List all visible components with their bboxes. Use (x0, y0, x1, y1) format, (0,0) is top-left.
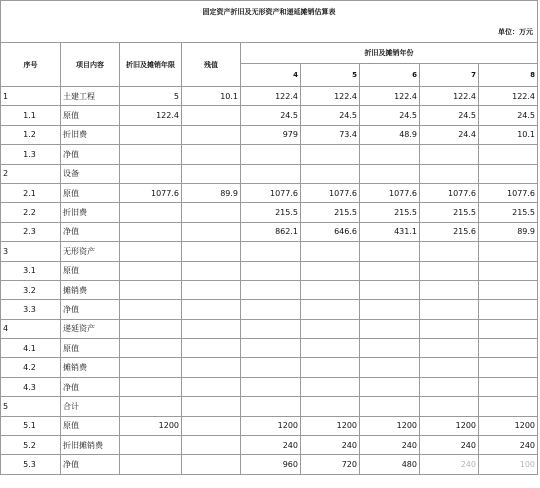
header-period: 5 (301, 64, 360, 87)
cell-period-value: 646.6 (301, 222, 360, 241)
header-period: 7 (420, 64, 479, 87)
cell-period-value (360, 300, 420, 319)
cell-item: 原值 (61, 183, 120, 202)
cell-period-value: 1200 (479, 416, 538, 435)
header-period: 4 (241, 64, 301, 87)
cell-item: 合计 (61, 397, 120, 416)
cell-period-value: 240 (360, 436, 420, 455)
cell-residual (182, 436, 241, 455)
cell-years (120, 455, 182, 474)
cell-period-value: 1200 (360, 416, 420, 435)
cell-period-value (301, 319, 360, 338)
cell-period-value: 48.9 (360, 125, 420, 144)
cell-period-value (479, 377, 538, 396)
cell-period-value: 215.6 (420, 222, 479, 241)
cell-period-value (301, 339, 360, 358)
cell-residual (182, 242, 241, 261)
cell-period-value: 1077.6 (479, 183, 538, 202)
cell-period-value (301, 280, 360, 299)
cell-period-value (420, 397, 479, 416)
cell-period-value (241, 358, 301, 377)
cell-years: 1200 (120, 416, 182, 435)
cell-period-value (420, 377, 479, 396)
cell-period-value (360, 145, 420, 164)
cell-period-value (479, 164, 538, 183)
table-row (1, 261, 538, 280)
table-row (1, 300, 538, 319)
table-row (1, 203, 538, 222)
cell-seq: 5 (1, 397, 61, 416)
cell-seq: 2.2 (1, 203, 61, 222)
header-period-group: 折旧及摊销年份 (241, 43, 538, 64)
unit-label-row (0, 22, 538, 42)
cell-item: 递延资产 (61, 319, 120, 338)
cell-period-value (479, 358, 538, 377)
table-row (1, 416, 538, 435)
cell-period-value (301, 242, 360, 261)
cell-period-value: 862.1 (241, 222, 301, 241)
cell-period-value (479, 261, 538, 280)
cell-seq: 1.1 (1, 106, 61, 125)
cell-seq: 3.2 (1, 280, 61, 299)
table-row (1, 145, 538, 164)
cell-years (120, 339, 182, 358)
cell-period-value (360, 319, 420, 338)
cell-years (120, 222, 182, 241)
cell-years (120, 397, 182, 416)
cell-residual (182, 145, 241, 164)
cell-item: 土建工程 (61, 87, 120, 106)
cell-period-value: 122.4 (420, 87, 479, 106)
header-residual: 残值 (182, 43, 241, 87)
cell-period-value (241, 280, 301, 299)
cell-period-value: 24.5 (420, 106, 479, 125)
cell-period-value (360, 164, 420, 183)
cell-period-value (301, 377, 360, 396)
cell-period-value: 24.5 (360, 106, 420, 125)
cell-period-value (241, 300, 301, 319)
cell-period-value: 215.5 (360, 203, 420, 222)
cell-period-value: 240 (241, 436, 301, 455)
cell-years (120, 358, 182, 377)
cell-period-value: 122.4 (301, 87, 360, 106)
table-row (1, 319, 538, 338)
cell-period-value (360, 261, 420, 280)
cell-item: 净值 (61, 455, 120, 474)
cell-seq: 4.3 (1, 377, 61, 396)
cell-item: 净值 (61, 145, 120, 164)
depreciation-table (0, 42, 538, 475)
table-row (1, 222, 538, 241)
cell-period-value (301, 145, 360, 164)
cell-residual (182, 358, 241, 377)
cell-period-value (241, 339, 301, 358)
cell-item: 折旧费 (61, 203, 120, 222)
cell-seq: 3.1 (1, 261, 61, 280)
cell-period-value (479, 300, 538, 319)
header-period: 6 (360, 64, 420, 87)
cell-residual: 10.1 (182, 87, 241, 106)
cell-period-value (420, 358, 479, 377)
table-row (1, 87, 538, 106)
cell-item: 折旧费 (61, 125, 120, 144)
table-row (1, 377, 538, 396)
cell-period-value: 1077.6 (420, 183, 479, 202)
cell-seq: 4.1 (1, 339, 61, 358)
cell-residual (182, 300, 241, 319)
cell-residual (182, 416, 241, 435)
cell-years: 1077.6 (120, 183, 182, 202)
cell-period-value: 1077.6 (241, 183, 301, 202)
cell-period-value: 122.4 (479, 87, 538, 106)
cell-period-value: 215.5 (301, 203, 360, 222)
cell-period-value: 240 (420, 455, 479, 474)
cell-period-value: 720 (301, 455, 360, 474)
cell-period-value (479, 280, 538, 299)
cell-seq: 5.2 (1, 436, 61, 455)
cell-period-value (360, 280, 420, 299)
cell-seq: 1.3 (1, 145, 61, 164)
cell-seq: 2 (1, 164, 61, 183)
cell-item: 摊销费 (61, 358, 120, 377)
cell-period-value (241, 164, 301, 183)
cell-period-value: 24.5 (479, 106, 538, 125)
cell-period-value (360, 377, 420, 396)
cell-period-value (479, 339, 538, 358)
cell-item: 原值 (61, 261, 120, 280)
cell-period-value: 215.5 (241, 203, 301, 222)
cell-period-value: 24.5 (301, 106, 360, 125)
header-item: 项目内容 (61, 43, 120, 87)
table-row (1, 397, 538, 416)
cell-period-value: 215.5 (420, 203, 479, 222)
cell-item: 净值 (61, 300, 120, 319)
cell-period-value (360, 339, 420, 358)
header-row-1 (1, 43, 538, 64)
cell-item: 原值 (61, 106, 120, 125)
cell-residual (182, 319, 241, 338)
cell-period-value: 215.5 (479, 203, 538, 222)
table-body (1, 87, 538, 475)
cell-period-value (360, 358, 420, 377)
cell-years (120, 319, 182, 338)
cell-period-value: 1077.6 (360, 183, 420, 202)
cell-period-value: 122.4 (360, 87, 420, 106)
cell-period-value (420, 145, 479, 164)
cell-period-value (479, 242, 538, 261)
table-row (1, 339, 538, 358)
cell-period-value: 122.4 (241, 87, 301, 106)
cell-period-value: 1077.6 (301, 183, 360, 202)
cell-seq: 2.3 (1, 222, 61, 241)
cell-period-value (420, 280, 479, 299)
cell-period-value (479, 145, 538, 164)
cell-residual (182, 339, 241, 358)
table-row (1, 242, 538, 261)
cell-period-value: 1200 (420, 416, 479, 435)
cell-item: 原值 (61, 416, 120, 435)
cell-period-value (360, 242, 420, 261)
cell-period-value: 100 (479, 455, 538, 474)
table-row (1, 455, 538, 474)
cell-seq: 3 (1, 242, 61, 261)
cell-residual (182, 106, 241, 125)
cell-period-value: 240 (479, 436, 538, 455)
cell-seq: 4 (1, 319, 61, 338)
cell-period-value: 240 (420, 436, 479, 455)
cell-seq: 4.2 (1, 358, 61, 377)
cell-residual (182, 377, 241, 396)
cell-seq: 2.1 (1, 183, 61, 202)
cell-seq: 1 (1, 87, 61, 106)
cell-period-value (420, 319, 479, 338)
cell-period-value (301, 358, 360, 377)
cell-item: 摊销费 (61, 280, 120, 299)
cell-period-value (479, 319, 538, 338)
cell-period-value (420, 242, 479, 261)
cell-period-value (241, 261, 301, 280)
cell-years (120, 280, 182, 299)
table-row (1, 106, 538, 125)
cell-years (120, 300, 182, 319)
cell-item: 净值 (61, 377, 120, 396)
cell-residual (182, 455, 241, 474)
cell-years (120, 436, 182, 455)
cell-period-value (360, 397, 420, 416)
cell-period-value: 480 (360, 455, 420, 474)
cell-item: 净值 (61, 222, 120, 241)
header-seq: 序号 (1, 43, 61, 87)
cell-item: 无形资产 (61, 242, 120, 261)
cell-years (120, 261, 182, 280)
cell-seq: 3.3 (1, 300, 61, 319)
cell-years (120, 145, 182, 164)
cell-period-value (241, 397, 301, 416)
cell-seq: 1.2 (1, 125, 61, 144)
cell-years (120, 203, 182, 222)
cell-item: 设备 (61, 164, 120, 183)
cell-years: 122.4 (120, 106, 182, 125)
cell-years (120, 377, 182, 396)
cell-period-value: 240 (301, 436, 360, 455)
table-row (1, 358, 538, 377)
cell-residual (182, 261, 241, 280)
cell-years (120, 242, 182, 261)
cell-period-value: 960 (241, 455, 301, 474)
cell-period-value (420, 261, 479, 280)
cell-period-value (301, 397, 360, 416)
cell-residual: 89.9 (182, 183, 241, 202)
cell-period-value (241, 242, 301, 261)
table-row (1, 164, 538, 183)
cell-seq: 5.3 (1, 455, 61, 474)
cell-period-value: 10.1 (479, 125, 538, 144)
cell-period-value (479, 397, 538, 416)
cell-seq: 5.1 (1, 416, 61, 435)
cell-residual (182, 125, 241, 144)
cell-residual (182, 222, 241, 241)
header-years: 折旧及摊销年限 (120, 43, 182, 87)
cell-years: 5 (120, 87, 182, 106)
cell-period-value (241, 377, 301, 396)
cell-item: 折旧摊销费 (61, 436, 120, 455)
sheet-title: 固定资产折旧及无形资产和递延摊销估算表 (0, 0, 538, 23)
cell-residual (182, 203, 241, 222)
cell-period-value: 1200 (241, 416, 301, 435)
cell-residual (182, 280, 241, 299)
cell-period-value (301, 164, 360, 183)
table-row (1, 436, 538, 455)
cell-years (120, 164, 182, 183)
cell-period-value (420, 300, 479, 319)
cell-period-value (420, 339, 479, 358)
header-period: 8 (479, 64, 538, 87)
cell-period-value: 89.9 (479, 222, 538, 241)
cell-period-value: 24.5 (241, 106, 301, 125)
cell-item: 原值 (61, 339, 120, 358)
cell-period-value (241, 319, 301, 338)
cell-period-value: 1200 (301, 416, 360, 435)
table-row (1, 183, 538, 202)
cell-period-value (241, 145, 301, 164)
cell-period-value: 431.1 (360, 222, 420, 241)
table-row (1, 280, 538, 299)
cell-years (120, 125, 182, 144)
cell-period-value (301, 300, 360, 319)
cell-period-value: 979 (241, 125, 301, 144)
cell-period-value (301, 261, 360, 280)
table-row (1, 125, 538, 144)
cell-residual (182, 164, 241, 183)
cell-residual (182, 397, 241, 416)
cell-period-value (420, 164, 479, 183)
cell-period-value: 73.4 (301, 125, 360, 144)
cell-period-value: 24.4 (420, 125, 479, 144)
unit-label: 单位：万元 (498, 28, 533, 36)
